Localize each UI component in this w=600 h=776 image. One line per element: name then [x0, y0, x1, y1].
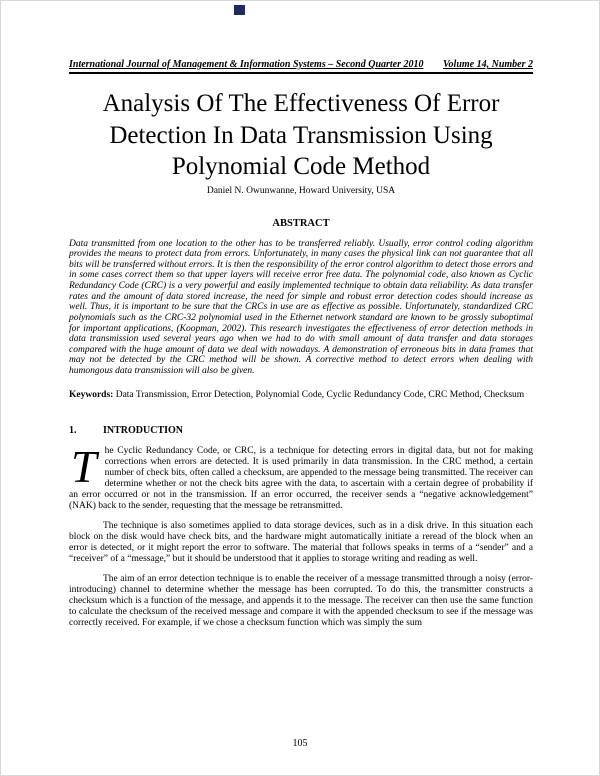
author-line: Daniel N. Owunwanne, Howard University, USA — [206, 185, 396, 196]
drop-cap: T — [71, 440, 97, 492]
intro-paragraph-3: The aim of an error detection technique is to enable the receiver of a message transmitted through a noisy (error-introducing) channel to determine whether the message has been corrupted. To do this, the transmitter constructs a checksum which is a function of the message, and appends it to the message. The receiver can then use the same function to calculate the checksum of the received message and compare it with the appended checksum to see if the message was correctly received. For example, if we chose a checksum function which was simply the sum — [69, 573, 533, 629]
paper-title: Analysis Of The Effectiveness Of Error Detection In Data Transmission Using Polynomial Code Method — [102, 90, 500, 180]
intro-paragraph-2: The technique is also sometimes applied to data storage devices, such as in a disk drive. In this situation each block on the disk would have check bits, and the hardware might automatically initiate a reread of the block when an error is detected, or it might report the error to software. The material that follows speaks in terms of a “sender” and a “receiver” of a “message,” but it should be understood that it applies to storage writing and reading as well. — [69, 520, 533, 564]
section-heading-introduction — [69, 425, 533, 436]
section-number: 1. — [69, 424, 77, 436]
volume-info: Volume 14, Number 2 — [442, 59, 533, 70]
journal-title: International Journal of Management & Information Systems – Second Quarter 2010 — [69, 59, 424, 70]
abstract-heading: ABSTRACT — [272, 217, 330, 229]
intro-paragraph-1-text: he Cyclic Redundancy Code, or CRC, is a technique for detecting errors in digital data, but not for making corrections when errors are detected. It is used primarily in data transmission. In the CRC method, a certain number of check bits, often called a checksum, are appended to the message being transmitted. The receiver can determine whether or not the check bits agree with the data, to ascertain with a certain degree of probability if an error occurred or not in the transmission. If an error occurred, the receiver sends a “negative acknowledgement” (NAK) back to the sender, requesting that the message be retransmitted. — [69, 445, 533, 511]
keywords-label: Keywords: — [69, 389, 114, 400]
keywords-text: Data Transmission, Error Detection, Polynomial Code, Cyclic Redundancy Code, CRC Method, Checksum — [113, 389, 525, 400]
running-header — [69, 59, 533, 74]
page-number: 105 — [292, 738, 308, 749]
section-title: INTRODUCTION — [103, 424, 184, 436]
keywords-line — [69, 390, 533, 401]
abstract-text: Data transmitted from one location to the other has to be transferred reliably. Usually, error control coding algorithm provides the means to protect data from errors. Unfortunately, in many cases the physical link can not guarantee that all bits will be transferred without errors. It is then the responsibility of the error control algorithm to detect those errors and in some cases correct them so that upper layers will receive error free data. The polynomial code, also known as Cyclic Redundancy Code (CRC) is a very powerful and easily implemented technique to obtain data reliability. As data transfer rates and the amount of data stored increase, the need for simple and robust error detection codes should increase as well. Thus, it is important to be sure that the CRCs in use are as effective as possible. Unfortunately, standardized CRC polynomials such as the CRC-32 polynomial used in the Ethernet network standard are known to be grossly suboptimal for important applications, (Koopman, 2002). This research investigates the effectiveness of error detection methods in data transmission used several years ago when we had to do with small amount of data transfer and data storages compared with the huge amount of data we deal with nowadays. A demonstration of erroneous bits in data frames that may not be detected by the CRC method will be shown. A corrective method to detect errors when dealing with humongous data transmission will also be given. — [69, 238, 533, 376]
intro-paragraph-1 — [69, 440, 533, 512]
bookmark-marker-icon — [234, 5, 245, 15]
